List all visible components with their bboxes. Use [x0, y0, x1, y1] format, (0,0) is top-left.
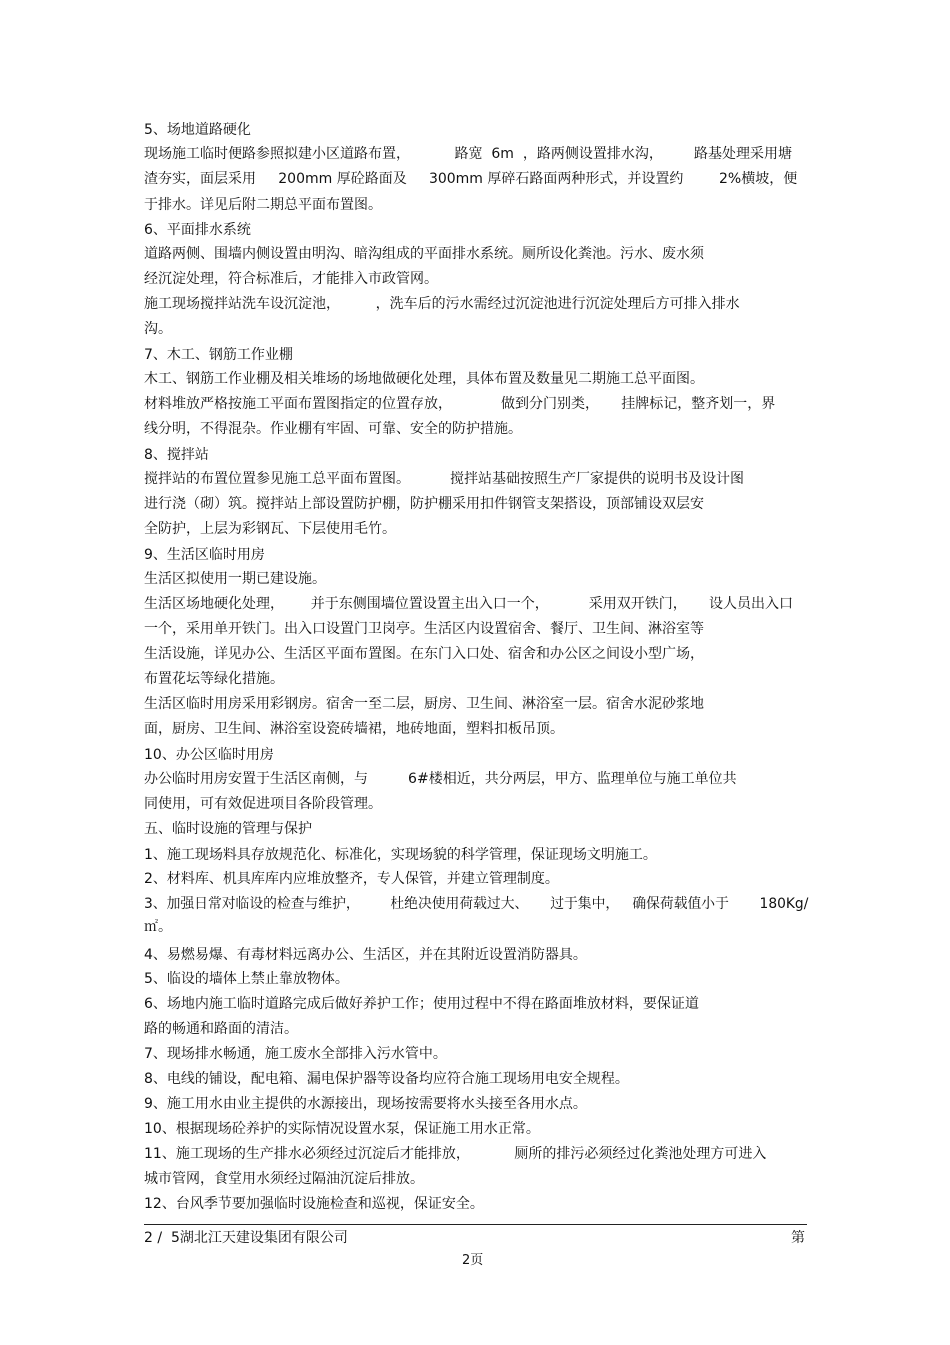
- text-line: 5、场地道路硬化: [144, 122, 251, 138]
- text-line: 五、临时设施的管理与保护: [144, 821, 312, 837]
- text-line: 渣夯实，面层采用 200mm 厚砼路面及 300mm 厚碎石路面两种形式，并设置约 2%横坡，便: [144, 171, 798, 187]
- text-line: 面，厨房、卫生间、淋浴室设瓷砖墙裙，地砖地面，塑料扣板吊顶。: [144, 721, 564, 737]
- footer-page-number: 2页: [462, 1253, 484, 1268]
- text-line: 现场施工临时便路参照拟建小区道路布置， 路宽 6m ，路两侧设置排水沟， 路基处理采用塘: [144, 146, 792, 162]
- text-line: 7、现场排水畅通，施工废水全部排入污水管中。: [144, 1046, 447, 1062]
- text-line: 全防护，上层为彩钢瓦、下层使用毛竹。: [144, 521, 396, 537]
- text-line: 6、场地内施工临时道路完成后做好养护工作；使用过程中不得在路面堆放材料，要保证道: [144, 996, 699, 1012]
- text-line: 2、材料库、机具库库内应堆放整齐，专人保管，并建立管理制度。: [144, 871, 559, 887]
- text-line: 沟。: [144, 321, 172, 337]
- text-line: 3、加强日常对临设的检查与维护， 杜绝决使用荷载过大、 过于集中， 确保荷载值小于 180Kg/: [144, 896, 809, 912]
- text-line: 4、易燃易爆、有毒材料远离办公、生活区，并在其附近设置消防器具。: [144, 947, 587, 963]
- text-line: 8、电线的铺设，配电箱、漏电保护器等设备均应符合施工现场用电安全规程。: [144, 1071, 629, 1087]
- text-line: 材料堆放严格按施工平面布置图指定的位置存放， 做到分门别类， 挂牌标记，整齐划一，界: [144, 396, 776, 412]
- text-line: 路的畅通和路面的清洁。: [144, 1021, 298, 1037]
- footer-left-text: 2 / 5湖北江天建设集团有限公司: [144, 1230, 348, 1246]
- text-line: 生活区拟使用一期已建设施。: [144, 571, 326, 587]
- text-line: 5、临设的墙体上禁止靠放物体。: [144, 971, 349, 987]
- text-line: 9、施工用水由业主提供的水源接出，现场按需要将水头接至各用水点。: [144, 1096, 587, 1112]
- text-line: 经沉淀处理，符合标准后，才能排入市政管网。: [144, 271, 438, 287]
- text-line: 进行浇（砌）筑。搅拌站上部设置防护棚，防护棚采用扣件钢管支架搭设，顶部铺设双层安: [144, 496, 704, 512]
- text-line: 同使用，可有效促进项目各阶段管理。: [144, 796, 382, 812]
- text-line: 于排水。详见后附二期总平面布置图。: [144, 197, 382, 213]
- text-line: 道路两侧、围墙内侧设置由明沟、暗沟组成的平面排水系统。厕所设化粪池。污水、废水须: [144, 246, 704, 262]
- text-line: 一个，采用单开铁门。出入口设置门卫岗亭。生活区内设置宿舍、餐厅、卫生间、淋浴室等: [144, 621, 704, 637]
- text-line: 生活设施，详见办公、生活区平面布置图。在东门入口处、宿舍和办公区之间设小型广场，: [144, 646, 704, 662]
- text-line: 8、搅拌站: [144, 447, 209, 463]
- footer-right-text: 第: [791, 1230, 805, 1246]
- text-line: 线分明，不得混杂。作业棚有牢固、可靠、安全的防护措施。: [144, 421, 522, 437]
- footer-divider: [144, 1224, 807, 1225]
- text-line: 10、根据现场砼养护的实际情况设置水泵，保证施工用水正常。: [144, 1121, 540, 1137]
- text-line: 施工现场搅拌站洗车设沉淀池， ，洗车后的污水需经过沉淀池进行沉淀处理后方可排入排水: [144, 296, 740, 312]
- text-line: 10、办公区临时用房: [144, 747, 274, 763]
- text-line: 城市管网，食堂用水须经过隔油沉淀后排放。: [144, 1171, 424, 1187]
- text-line: 1、施工现场料具存放规范化、标准化，实现场貌的科学管理，保证现场文明施工。: [144, 847, 657, 863]
- text-line: 11、施工现场的生产排水必须经过沉淀后才能排放， 厕所的排污必须经过化粪池处理方可进入: [144, 1146, 767, 1162]
- text-line: 生活区临时用房采用彩钢房。宿舍一至二层，厨房、卫生间、淋浴室一层。宿舍水泥砂浆地: [144, 696, 704, 712]
- text-line: 生活区场地硬化处理， 并于东侧围墙位置设置主出入口一个， 采用双开铁门， 设人员出入口: [144, 596, 794, 612]
- text-line: 搅拌站的布置位置参见施工总平面布置图。 搅拌站基础按照生产厂家提供的说明书及设计图: [144, 471, 745, 487]
- text-line: 办公临时用房安置于生活区南侧，与 6#楼相近，共分两层，甲方、监理单位与施工单位共: [144, 771, 737, 787]
- text-line: 木工、钢筋工作业棚及相关堆场的场地做硬化处理，具体布置及数量见二期施工总平面图。: [144, 371, 704, 387]
- text-line: 布置花坛等绿化措施。: [144, 671, 284, 687]
- text-line: 12、台风季节要加强临时设施检查和巡视，保证安全。: [144, 1196, 484, 1212]
- text-line: 9、生活区临时用房: [144, 547, 265, 563]
- text-line: 6、平面排水系统: [144, 222, 251, 238]
- text-line: 7、木工、钢筋工作业棚: [144, 347, 293, 363]
- text-line: ㎡。: [144, 919, 172, 935]
